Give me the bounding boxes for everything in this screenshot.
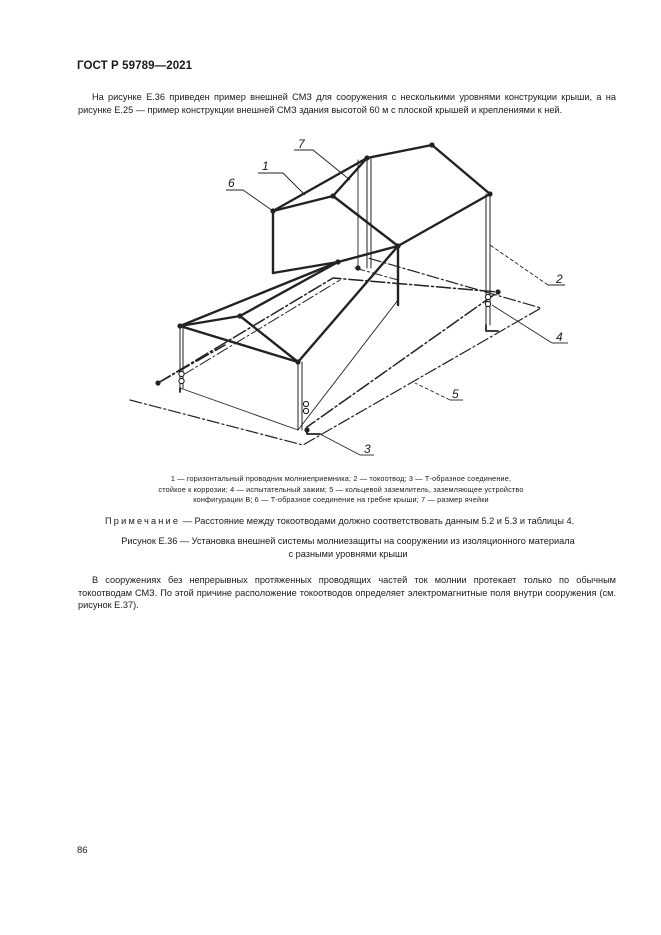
document-header: ГОСТ Р 59789—2021 — [77, 60, 193, 72]
note-label: Примечание — [105, 516, 181, 526]
high-roof-ridge — [367, 145, 490, 194]
joint — [155, 380, 160, 385]
leader-7 — [294, 150, 350, 180]
test-clamp — [303, 401, 308, 406]
note-text: — Расстояние между токоотводами должно соответствовать данным 5.2 и 5.3 и таблицы 4. — [180, 516, 575, 526]
callout-3: 3 — [364, 442, 371, 456]
note — [105, 516, 574, 526]
caption-line-1: Рисунок Е.36 — Установка внешней системы молниезащиты на сооружении из изоляционного материала — [121, 536, 575, 546]
callout-7: 7 — [298, 137, 305, 151]
joint — [330, 193, 335, 198]
joint — [429, 142, 434, 147]
leader-5b — [415, 383, 450, 400]
high-roof-front-gable — [273, 194, 490, 246]
legend-line: 1 — горизонтальный проводник молниеприемника; 2 — токоотвод; 3 — Т-образное соединение, — [170, 474, 512, 483]
test-clamp — [303, 408, 308, 413]
test-clamp — [485, 301, 490, 306]
intro-paragraph: На рисунке Е.36 приведен пример внешней СМЗ для сооружения с несколькими уровнями конструкции крыши, а на рисунке Е.25 — пример конструкции внешней СМЗ здания высотой 60 м с плоской крышей и креплениями к ней. — [78, 92, 616, 115]
joint — [487, 191, 492, 196]
legend-line: конфигурации В; 6 — Т-образное соединение на гребне крыши; 7 — размер ячейки — [193, 495, 489, 505]
callout-5: 5 — [452, 387, 459, 401]
leader-4b — [492, 305, 552, 343]
low-roof-eave-front — [180, 246, 398, 362]
body-paragraph: В сооружениях без непрерывных протяженных проводящих частей ток молнии протекает только по обычным токоотводам СМЗ. По этой причине расположение токоотводов определяет электромагнитные поля внутри сооружения (см. рисунок Е.37). — [78, 575, 616, 610]
joint — [304, 427, 309, 432]
joint — [395, 243, 400, 248]
joint — [335, 259, 340, 264]
leader-3b — [320, 434, 360, 455]
figure-legend — [112, 474, 570, 506]
ground-ring — [158, 278, 498, 427]
leader-6 — [226, 190, 273, 211]
joint — [364, 155, 369, 160]
callout-6: 6 — [228, 176, 235, 190]
caption-line-2: с разными уровнями крыши — [288, 548, 408, 559]
joint — [495, 289, 500, 294]
leader-2b — [490, 245, 548, 285]
joint — [355, 265, 360, 270]
figure-caption — [98, 535, 598, 560]
joint — [177, 323, 182, 328]
high-roof-left — [273, 158, 367, 211]
callout-2: 2 — [556, 272, 563, 286]
test-clamp — [485, 294, 490, 299]
callout-1: 1 — [262, 159, 269, 173]
test-clamp — [179, 378, 184, 383]
lightning-protection-figure — [118, 132, 563, 462]
joint — [237, 313, 242, 318]
ground-ring-back — [158, 345, 225, 383]
leader-1 — [258, 173, 305, 195]
conductor-tail-right — [486, 325, 498, 331]
legend-line: стойкое к коррозии; 4 — испытательный зажим; 5 — кольцевой заземлитель, заземляющее устройство — [158, 484, 524, 494]
low-roof-left — [180, 316, 298, 362]
low-roof-back — [180, 246, 398, 326]
callout-4: 4 — [556, 330, 563, 344]
test-clamp — [179, 371, 184, 376]
joint — [295, 359, 300, 364]
ground-plane — [130, 258, 541, 445]
page-number: 86 — [77, 845, 88, 856]
